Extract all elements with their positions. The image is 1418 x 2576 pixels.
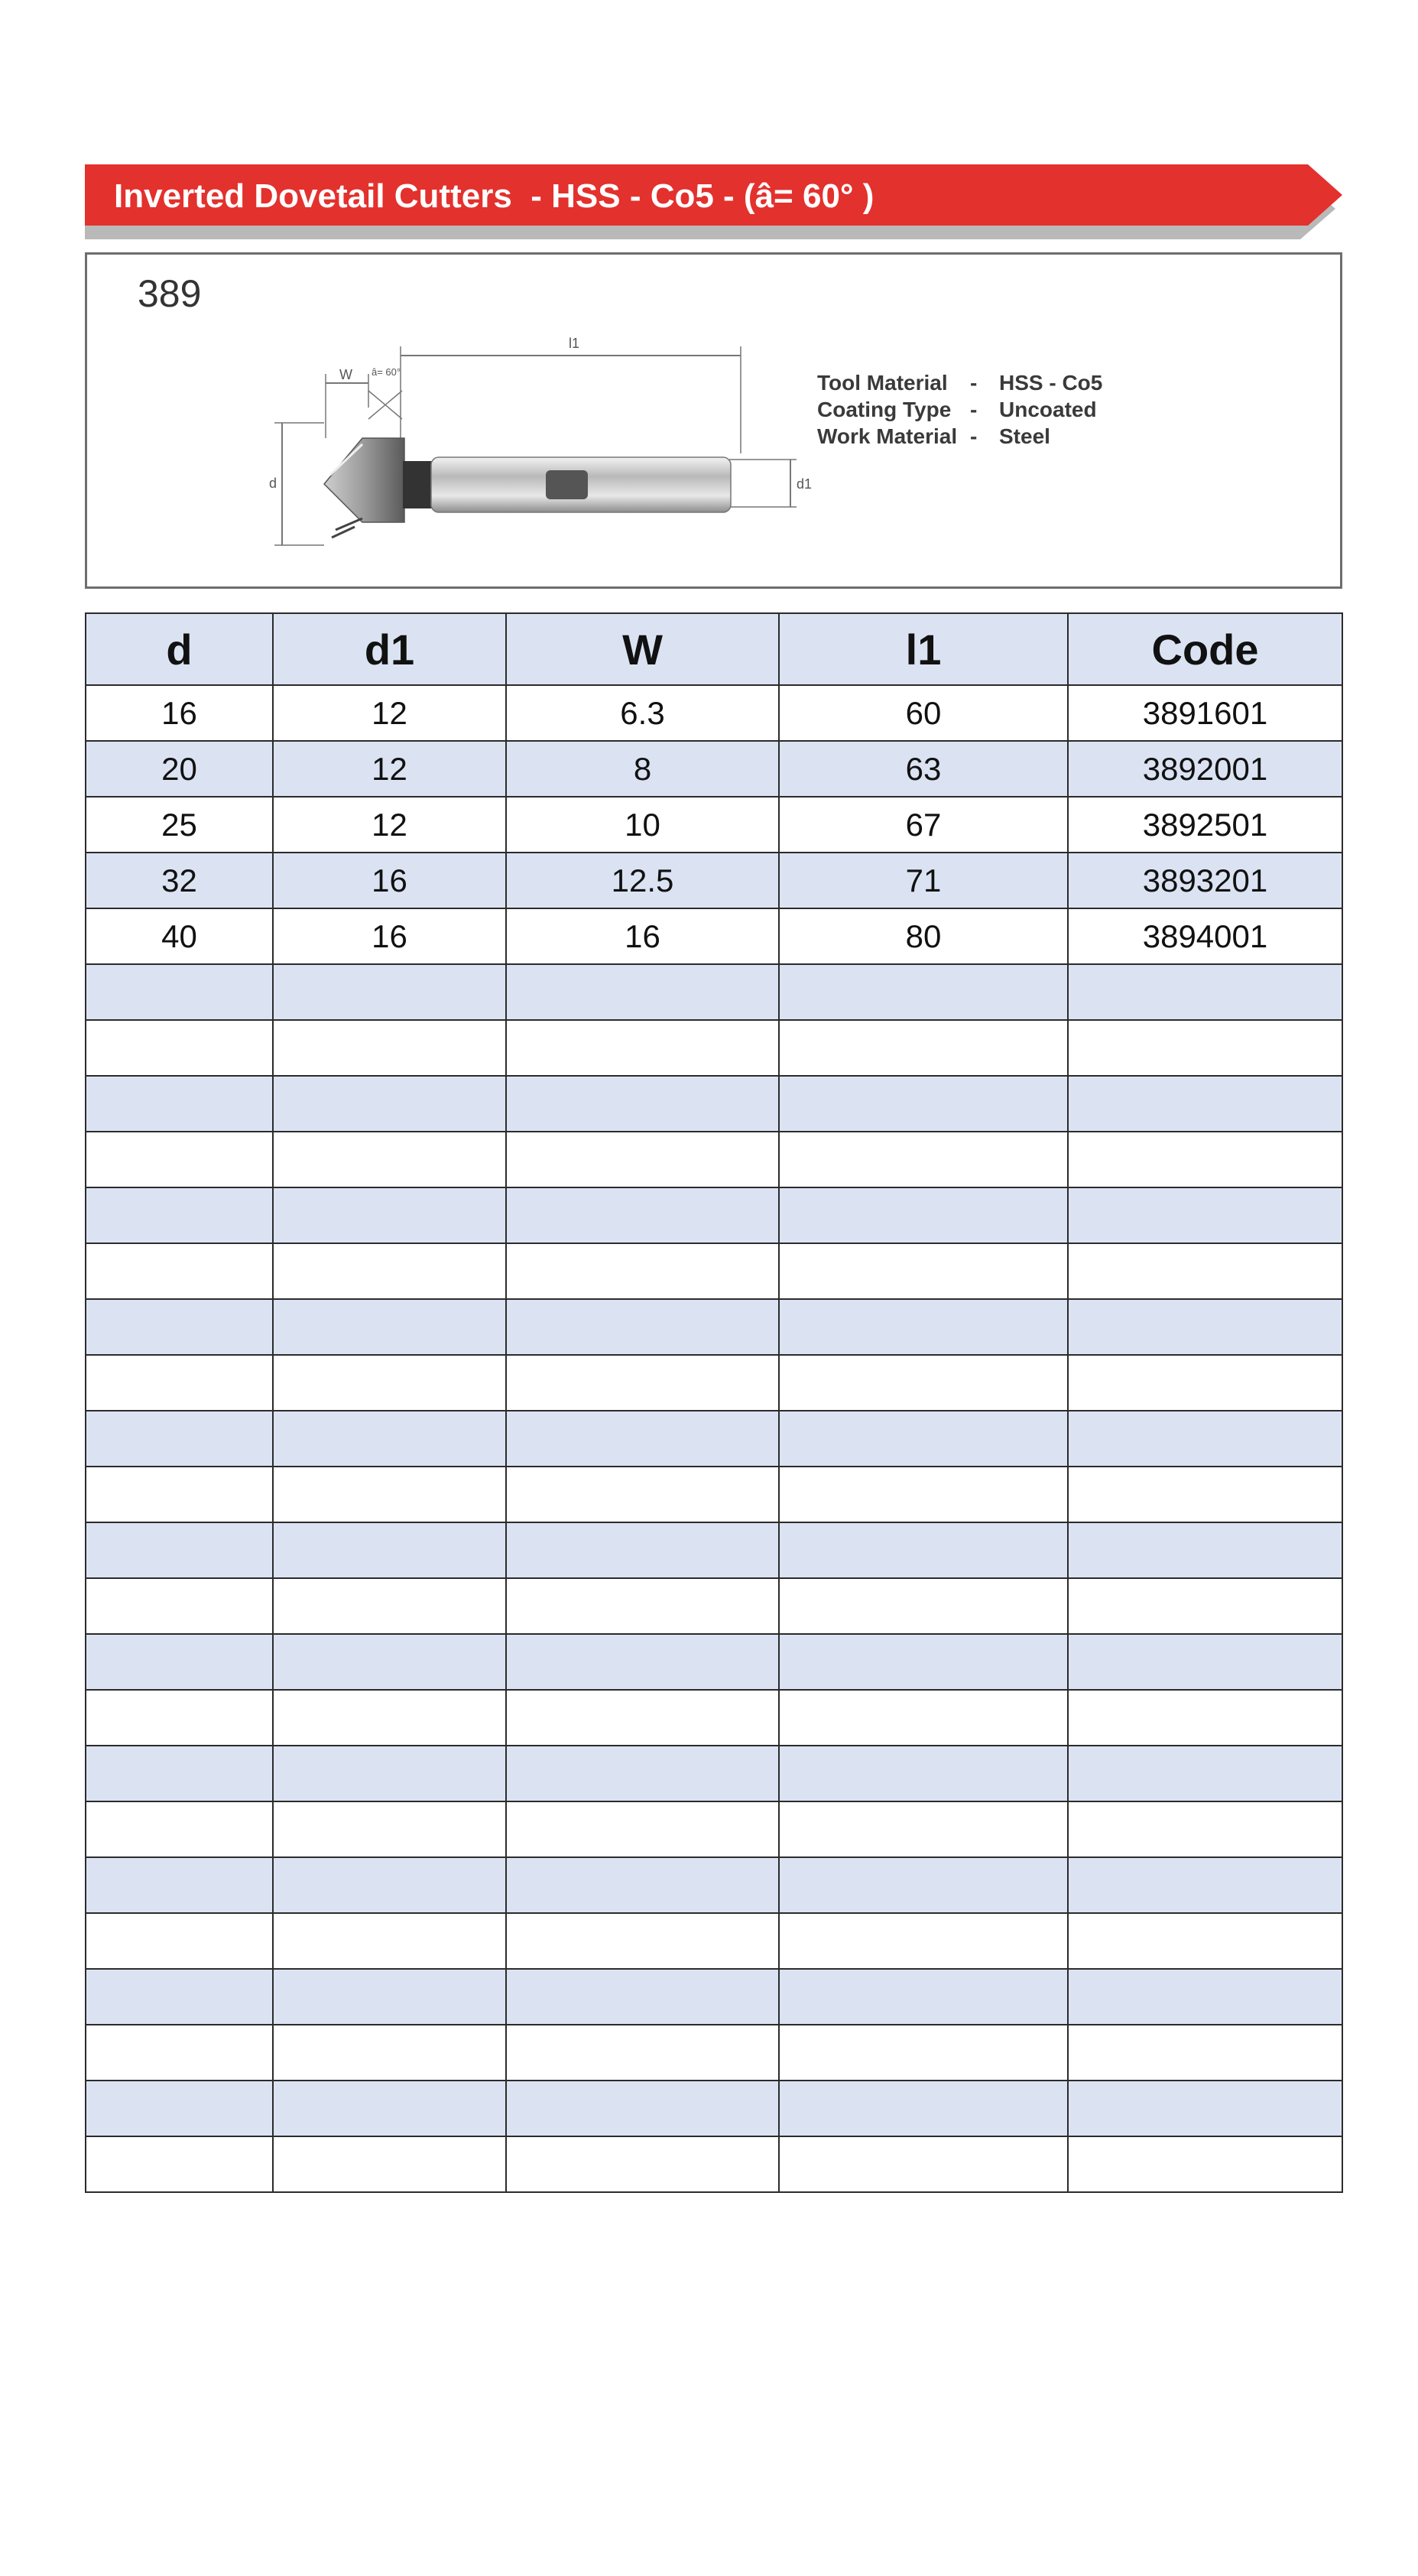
cell-l1 bbox=[779, 1243, 1068, 1299]
cell-w bbox=[506, 1355, 779, 1411]
cell-w: 16 bbox=[506, 908, 779, 964]
dim-d1: d1 bbox=[797, 476, 813, 492]
cell-l1: 80 bbox=[779, 908, 1068, 964]
cell-d bbox=[86, 1857, 273, 1913]
cell-code bbox=[1068, 2081, 1342, 2136]
cell-w bbox=[506, 964, 779, 1020]
cell-w bbox=[506, 2025, 779, 2081]
table-row bbox=[86, 853, 1342, 908]
header-l1: l1 bbox=[779, 613, 1068, 685]
title-banner bbox=[85, 164, 1342, 241]
table-row bbox=[86, 1411, 1342, 1467]
table-row bbox=[86, 1690, 1342, 1746]
cell-w bbox=[506, 1690, 779, 1746]
cell-code bbox=[1068, 1578, 1342, 1634]
cell-d bbox=[86, 2136, 273, 2192]
cutter-drawing bbox=[240, 300, 821, 553]
table-row bbox=[86, 964, 1342, 1020]
cell-d bbox=[86, 1076, 273, 1132]
spec-value: HSS - Co5 bbox=[999, 371, 1103, 395]
cell-w: 12.5 bbox=[506, 853, 779, 908]
cell-l1 bbox=[779, 1913, 1068, 1969]
cell-w bbox=[506, 1969, 779, 2025]
spec-value: Steel bbox=[999, 424, 1050, 448]
spec-separator: - bbox=[970, 371, 978, 395]
table-row bbox=[86, 1634, 1342, 1690]
spec-row-coating-type bbox=[817, 396, 1102, 423]
cell-d: 20 bbox=[86, 741, 273, 797]
cell-d bbox=[86, 2081, 273, 2136]
cell-d1 bbox=[273, 1467, 506, 1522]
cell-l1 bbox=[779, 1187, 1068, 1243]
cell-code bbox=[1068, 1690, 1342, 1746]
cell-d bbox=[86, 1913, 273, 1969]
cell-code bbox=[1068, 1132, 1342, 1187]
spec-value: Uncoated bbox=[999, 398, 1097, 421]
cell-d1 bbox=[273, 1243, 506, 1299]
cell-d bbox=[86, 1690, 273, 1746]
product-code: 389 bbox=[138, 272, 202, 315]
cell-l1 bbox=[779, 1355, 1068, 1411]
cell-code bbox=[1068, 1746, 1342, 1801]
cell-l1 bbox=[779, 1690, 1068, 1746]
table-row bbox=[86, 1522, 1342, 1578]
cell-d: 16 bbox=[86, 685, 273, 741]
cell-code: 3894001 bbox=[1068, 908, 1342, 964]
cell-d bbox=[86, 1969, 273, 2025]
cell-l1: 60 bbox=[779, 685, 1068, 741]
cell-d1 bbox=[273, 1355, 506, 1411]
cell-d1 bbox=[273, 1578, 506, 1634]
cell-d bbox=[86, 1187, 273, 1243]
cell-d bbox=[86, 1355, 273, 1411]
spec-separator: - bbox=[970, 398, 978, 421]
cell-code bbox=[1068, 964, 1342, 1020]
cell-d1 bbox=[273, 1690, 506, 1746]
cell-l1 bbox=[779, 1969, 1068, 2025]
cell-d1 bbox=[273, 2136, 506, 2192]
cell-l1 bbox=[779, 2081, 1068, 2136]
cell-d bbox=[86, 1411, 273, 1467]
cell-w: 6.3 bbox=[506, 685, 779, 741]
cell-l1 bbox=[779, 2025, 1068, 2081]
cell-l1 bbox=[779, 1020, 1068, 1076]
cell-w bbox=[506, 1522, 779, 1578]
table-row bbox=[86, 2025, 1342, 2081]
cell-code: 3893201 bbox=[1068, 853, 1342, 908]
header-d: d bbox=[86, 613, 273, 685]
cell-l1 bbox=[779, 964, 1068, 1020]
table-row bbox=[86, 1746, 1342, 1801]
cell-d1 bbox=[273, 1299, 506, 1355]
cell-l1 bbox=[779, 1634, 1068, 1690]
cell-d1: 16 bbox=[273, 853, 506, 908]
table-row bbox=[86, 908, 1342, 964]
cell-l1 bbox=[779, 1857, 1068, 1913]
spec-label: Coating Type bbox=[817, 398, 952, 421]
cell-w bbox=[506, 2136, 779, 2192]
cell-l1 bbox=[779, 1076, 1068, 1132]
cell-d bbox=[86, 1243, 273, 1299]
cell-d1 bbox=[273, 964, 506, 1020]
cell-l1 bbox=[779, 1467, 1068, 1522]
cell-d1: 16 bbox=[273, 908, 506, 964]
cell-d1: 12 bbox=[273, 685, 506, 741]
table-row bbox=[86, 685, 1342, 741]
dim-angle: â= 60° bbox=[372, 366, 401, 378]
table-row bbox=[86, 1913, 1342, 1969]
cell-w bbox=[506, 1801, 779, 1857]
cell-d1 bbox=[273, 1746, 506, 1801]
cell-d1 bbox=[273, 1076, 506, 1132]
cell-l1 bbox=[779, 2136, 1068, 2192]
table-row bbox=[86, 1467, 1342, 1522]
table-row bbox=[86, 1969, 1342, 2025]
cell-w bbox=[506, 1746, 779, 1801]
cell-d: 32 bbox=[86, 853, 273, 908]
cell-code bbox=[1068, 2136, 1342, 2192]
table-row bbox=[86, 2136, 1342, 2192]
dim-l1: l1 bbox=[569, 336, 580, 351]
cell-w bbox=[506, 1299, 779, 1355]
spec-label: Work Material bbox=[817, 424, 958, 448]
cell-w bbox=[506, 1578, 779, 1634]
cell-w bbox=[506, 1076, 779, 1132]
cell-l1 bbox=[779, 1522, 1068, 1578]
cell-d1 bbox=[273, 1913, 506, 1969]
cell-d bbox=[86, 1132, 273, 1187]
table-row bbox=[86, 1243, 1342, 1299]
cell-d bbox=[86, 1467, 273, 1522]
cell-d1: 12 bbox=[273, 741, 506, 797]
cell-w: 10 bbox=[506, 797, 779, 853]
cell-code bbox=[1068, 1299, 1342, 1355]
shank-flat bbox=[546, 470, 588, 499]
cell-code: 3892001 bbox=[1068, 741, 1342, 797]
table-row bbox=[86, 2081, 1342, 2136]
cell-d1 bbox=[273, 1020, 506, 1076]
cell-code: 3892501 bbox=[1068, 797, 1342, 853]
cell-w bbox=[506, 2081, 779, 2136]
cell-code bbox=[1068, 1187, 1342, 1243]
cell-w bbox=[506, 1634, 779, 1690]
table-row bbox=[86, 1801, 1342, 1857]
cell-code bbox=[1068, 1857, 1342, 1913]
cell-l1 bbox=[779, 1801, 1068, 1857]
cell-l1: 71 bbox=[779, 853, 1068, 908]
cell-code bbox=[1068, 1355, 1342, 1411]
cell-code bbox=[1068, 1913, 1342, 1969]
table-row bbox=[86, 1857, 1342, 1913]
cell-d bbox=[86, 1746, 273, 1801]
cell-l1 bbox=[779, 1411, 1068, 1467]
spec-separator: - bbox=[970, 424, 978, 448]
cell-w: 8 bbox=[506, 741, 779, 797]
table-row bbox=[86, 1299, 1342, 1355]
cell-d: 25 bbox=[86, 797, 273, 853]
header-w: W bbox=[506, 613, 779, 685]
cell-l1 bbox=[779, 1578, 1068, 1634]
table-header-row bbox=[86, 613, 1342, 685]
spec-list bbox=[817, 369, 1102, 450]
cell-code bbox=[1068, 2025, 1342, 2081]
table-row bbox=[86, 1076, 1342, 1132]
table-body bbox=[86, 685, 1342, 2192]
cell-w bbox=[506, 1467, 779, 1522]
spec-label: Tool Material bbox=[817, 371, 948, 395]
table-row bbox=[86, 797, 1342, 853]
cell-code bbox=[1068, 1634, 1342, 1690]
cell-d1 bbox=[273, 1801, 506, 1857]
cell-code: 3891601 bbox=[1068, 685, 1342, 741]
spec-row-tool-material bbox=[817, 369, 1102, 396]
table-row bbox=[86, 1132, 1342, 1187]
cell-d1 bbox=[273, 1634, 506, 1690]
cell-d1 bbox=[273, 1411, 506, 1467]
cell-l1: 67 bbox=[779, 797, 1068, 853]
cell-d1 bbox=[273, 1857, 506, 1913]
cell-d bbox=[86, 1299, 273, 1355]
cell-d bbox=[86, 964, 273, 1020]
cell-d1 bbox=[273, 1187, 506, 1243]
cell-d: 40 bbox=[86, 908, 273, 964]
cell-d bbox=[86, 1020, 273, 1076]
cell-d1 bbox=[273, 1522, 506, 1578]
cell-w bbox=[506, 1913, 779, 1969]
cell-code bbox=[1068, 1243, 1342, 1299]
cell-l1 bbox=[779, 1746, 1068, 1801]
cell-d bbox=[86, 1634, 273, 1690]
cell-w bbox=[506, 1857, 779, 1913]
cell-code bbox=[1068, 1522, 1342, 1578]
table-row bbox=[86, 1355, 1342, 1411]
cell-d bbox=[86, 1801, 273, 1857]
cutter-neck bbox=[403, 461, 433, 508]
cell-code bbox=[1068, 1969, 1342, 2025]
cell-d bbox=[86, 1578, 273, 1634]
cell-d1: 12 bbox=[273, 797, 506, 853]
cell-w bbox=[506, 1187, 779, 1243]
product-panel bbox=[85, 252, 1342, 589]
cell-code bbox=[1068, 1467, 1342, 1522]
cell-code bbox=[1068, 1411, 1342, 1467]
cell-d1 bbox=[273, 1132, 506, 1187]
cell-d bbox=[86, 2025, 273, 2081]
cell-w bbox=[506, 1132, 779, 1187]
cell-d bbox=[86, 1522, 273, 1578]
table-row bbox=[86, 1187, 1342, 1243]
dim-d: d bbox=[269, 476, 277, 491]
table-row bbox=[86, 741, 1342, 797]
spec-row-work-material bbox=[817, 423, 1102, 450]
table-row bbox=[86, 1578, 1342, 1634]
table-row bbox=[86, 1020, 1342, 1076]
banner-title: Inverted Dovetail Cutters - HSS - Co5 - (â= 60° ) bbox=[114, 177, 874, 215]
header-d1: d1 bbox=[273, 613, 506, 685]
dim-w: W bbox=[339, 367, 352, 382]
cell-d1 bbox=[273, 1969, 506, 2025]
cell-d1 bbox=[273, 2025, 506, 2081]
cell-w bbox=[506, 1243, 779, 1299]
dimensions-table bbox=[85, 612, 1343, 2193]
cell-w bbox=[506, 1411, 779, 1467]
cell-l1: 63 bbox=[779, 741, 1068, 797]
cell-d1 bbox=[273, 2081, 506, 2136]
header-code: Code bbox=[1068, 613, 1342, 685]
cell-l1 bbox=[779, 1132, 1068, 1187]
cell-l1 bbox=[779, 1299, 1068, 1355]
cell-code bbox=[1068, 1076, 1342, 1132]
cell-code bbox=[1068, 1020, 1342, 1076]
cutter-head bbox=[324, 438, 404, 522]
cell-w bbox=[506, 1020, 779, 1076]
cell-code bbox=[1068, 1801, 1342, 1857]
